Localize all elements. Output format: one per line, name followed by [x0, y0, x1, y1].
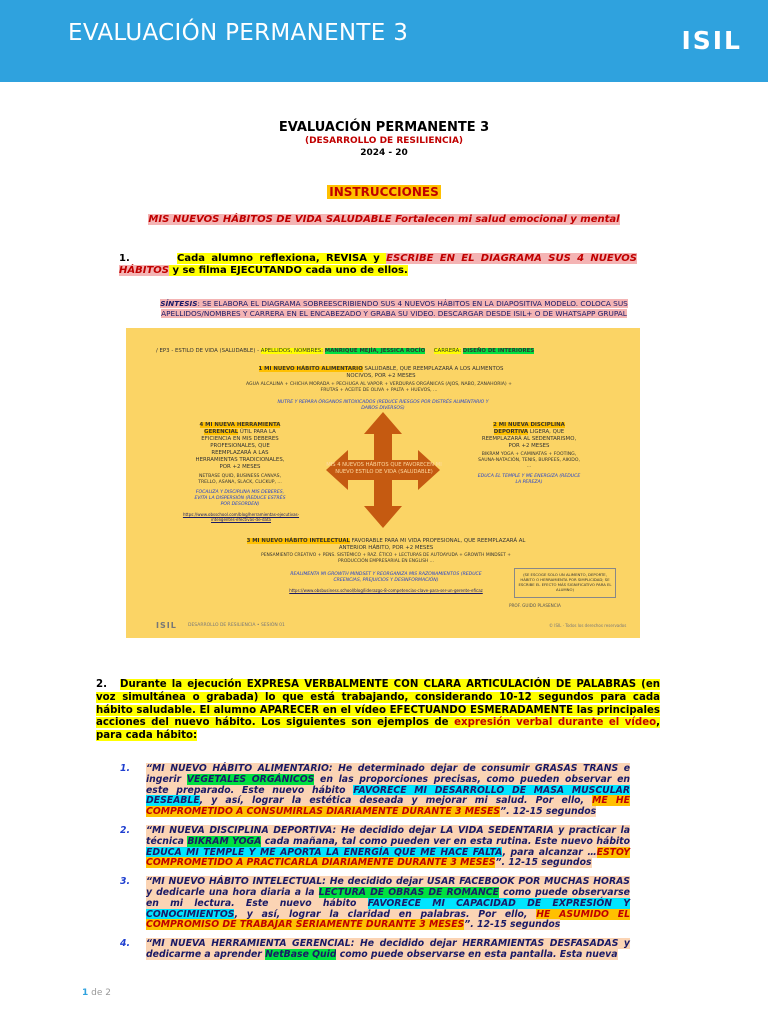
top-bar [0, 0, 768, 82]
list-item-number: 3. [120, 876, 131, 888]
habit-4-title: 4 MI NUEVA HERRAMIENTA GERENCIAL [199, 422, 281, 435]
list-item: 2. “MI NUEVA DISCIPLINA DEPORTIVA: He decidido dejar LA VIDA SEDENTARIA y practicar la técnica BIKRAM YOGA cada mañana, tal como pueden ver en esta rutina. Este nuevo hábito EDUCA MI TEMPLE Y ME APORTA LA ENERGÍA QUE ME HACE FALTA, para alcanzar …ESTOY COMPROMETIDO A PRACTICARLA DIARIAMENTE DURANTE 3 MESES”. 12-15 segundos [120, 824, 630, 869]
sintesis-label: SÍNTESIS [160, 299, 198, 308]
habit-3-block [246, 538, 526, 552]
habit-2-title: 2 MI NUEVA DISCIPLINA DEPORTIVA [493, 422, 565, 435]
document-page [0, 82, 768, 1024]
page-sep: de [88, 988, 106, 998]
page-subtitle: (DESARROLLO DE RESILIENCIA) [304, 136, 464, 146]
slide-professor: PROF. GUIDO PLASENCIA [509, 603, 561, 608]
sintesis-note [138, 299, 650, 319]
habit-2-text: LIGERA, QUE REEMPLAZARÁ AL SEDENTARISMO, POR +2 MESES [481, 429, 577, 449]
habit-1-detail: AGUA ALCALINA + CHICHA MORADA + PECHUGA AL VAPOR + VERDURAS ORGÁNICAS (AJOS, NABO, ZANAHORIA) + FRUTAS + ACEITE DE OLIVA + PALTA + HUEVOS, ... [246, 382, 512, 393]
instruction-2-highlight: expresión verbal durante el vídeo [454, 717, 657, 729]
slide-carrera-value: DISEÑO DE INTERIORES [462, 348, 535, 354]
isil-logo[interactable]: ISIL [681, 26, 742, 55]
slide-footer-text: DESARROLLO DE RESILIENCIA • SESIÓN 01 [188, 623, 285, 628]
slide-header [156, 348, 596, 355]
diagram-center-label: MIS 4 NUEVOS HÁBITOS QUE FAVORECEN MI NUEVO ESTILO DE VIDA (SALUDABLE) [326, 462, 442, 475]
instruction-text-a: Cada alumno reflexiona, REVISA y [177, 253, 387, 264]
page-title: EVALUACIÓN PERMANENTE 3 [278, 120, 490, 135]
habit-2-block [476, 422, 582, 450]
instruction-2-text-c: , para cada hábito: [96, 717, 660, 742]
habit-2-detail: BIKRAM YOGA + CAMINATAS + FOOTING, SAUNA-NATACIÓN, TENIS, BURPEES, AIKIDO, ... [478, 452, 580, 469]
slide-note-box [514, 568, 616, 598]
instruction-text-c: y se filma EJECUTANDO cada uno de ellos. [168, 265, 408, 276]
habits-heading [0, 209, 768, 227]
slide-header-label: / EP3 - ESTILO DE VIDA (SALUDABLE) - [156, 348, 260, 354]
habits-diagram-slide [126, 328, 640, 638]
list-item-number: 2. [120, 824, 131, 836]
habit-4-link[interactable]: https://www.obsschool.com/blog/herramientas-ejecutivas-inteligentes-efectivas-de-data [182, 512, 300, 522]
habit-2-benefit: EDUCA EL TEMPLE Y ME ENERGIZA (REDUCE LA PEREZA) [477, 474, 581, 485]
habit-4-block [192, 422, 288, 471]
instruction-highlight: ESCRIBE EN EL DIAGRAMA SUS 4 NUEVOS HÁBITOS [119, 253, 637, 276]
instruction-number: 1. [119, 253, 130, 264]
habit-1-title: 1 MI NUEVO HÁBITO ALIMENTARIO [258, 366, 363, 372]
sintesis-text: : SE ELABORA EL DIAGRAMA SOBREESCRIBIENDO SUS 4 NUEVOS HÁBITOS EN LA DIAPOSITIVA MODELO. COLOCA SUS APELLIDOS/NOMBRES Y CARRERA EN EL ENCABEZADO Y GRABA SU VIDEO. DESCARGAR DESDE ISIL+ O DE WHATSAPP GRUPAL [161, 299, 628, 318]
instruction-1 [119, 253, 637, 277]
page-year: 2024 - 20 [360, 148, 408, 158]
total-pages: 2 [105, 988, 111, 998]
slide-footer-logo: ISIL [156, 621, 177, 630]
habit-3-text: FAVORABLE PARA MI VIDA PROFESIONAL, QUE REEMPLAZARÁ AL ANTERIOR HÁBITO, POR +2 MESES [338, 538, 526, 551]
list-item: 3. “MI NUEVO HÁBITO INTELECTUAL: He decidido dejar USAR FACEBOOK POR MUCHAS HORAS y dedicarle una hora diaria a la LECTURA DE OBRAS DE ROMANCE como puede observarse en mi lectura. Este nuevo hábito FAVORECE MI CAPACIDAD DE EXPRESIÓN Y CONOCIMIENTOS, y así, lograr la claridad en palabras. Por ello, HE ASUMIDO EL COMPROMISO DE TRABAJAR SERIAMENTE DURANTE 3 MESES”. 12-15 segundos [120, 876, 631, 931]
slide-student-name: MANRIQUE MEJÍA, JESSICA ROCÍO [324, 348, 426, 354]
habit-3-benefit: REALIMENTA MI GROWTH MINDSET Y REORGANIZA MIS RAZONAMIENTOS (REDUCE CREENCIAS, PREJUICIOS Y DESINFORMACIÓN) [290, 572, 482, 583]
instruction-2-number: 2. [96, 679, 107, 690]
instructions-heading [0, 183, 768, 201]
habit-3-link[interactable]: https://www.obsbusiness.school/blog/liderazgo-8-competencias-clave-para-ser-un-gerente-eficaz [289, 588, 483, 593]
document-title: EVALUACIÓN PERMANENTE 3 [68, 20, 409, 46]
examples-list [120, 764, 630, 969]
habit-4-benefit: FOCALIZA Y DISCIPLINA MIS DEBERES, EVITA LA DISPERSIÓN (REDUCE ESTRÉS POR DESORDEN) [194, 490, 286, 507]
instruction-2 [96, 679, 660, 743]
list-item: 4. “MI NUEVA HERRAMIENTA GERENCIAL: He decidido dejar HERRAMIENTAS DESFASADAS y dedicarme a aprender NetBase Quid como puede observarse en esta pantalla. Esta nueva [120, 938, 630, 960]
slide-carrera-label: CARRERA: [433, 348, 462, 354]
habit-1-block [256, 366, 506, 380]
habit-1-text: SALUDABLE, QUE REEMPLAZARÁ A LOS ALIMENTOS NOCIVOS, POR +2 MESES [346, 366, 504, 379]
list-item-number: 4. [120, 938, 131, 950]
habit-4-text: ÚTIL PARA LA EFICIENCIA EN MIS DEBERES PROFESIONALES, QUE REEMPLAZARÁ A LAS HERRAMIENTAS TRADICIONALES, POR +2 MESES [195, 429, 285, 470]
instructions-label: INSTRUCCIONES [329, 185, 439, 199]
slide-note-text: (SE ESCOGE SOLO UN ALIMENTO, DEPORTE, HÁBITO O HERRAMIENTA POR SIMPLICIDAD; SE ESCRIBE EL EFECTO MÁS SIGNIFICATIVO PARA EL ALUMNO) [518, 572, 612, 592]
instruction-2-text-a: Durante la ejecución EXPRESA VERBALMENTE CON CLARA ARTICULACIÓN DE PALABRAS (en voz simultánea o grabada) lo que está trabajando, considerando 10-12 segundos para cada hábito saludable. El alumno APARECER en el vídeo EFECTUANDO ESMERADAMENTE las principales acciones del nuevo hábito. Los siguientes son ejemplos de [96, 679, 660, 729]
list-item: 1. “MI NUEVO HÁBITO ALIMENTARIO: He determinado dejar de consumir GRASAS TRANS e ingerir VEGETALES ORGÁNICOS en las proporciones precisas, como pueden observar en este preparado. Este nuevo hábito FAVORECE MI DESARROLLO DE MASA MUSCULAR DESEABLE, y así, lograr la estética deseada y mejorar mi salud. Por ello, ME HE COMPROMETIDO A CONSUMIRLAS DIARIAMENTE DURANTE 3 MESES”. 12-15 segundos [120, 763, 630, 818]
current-page: 1 [82, 988, 89, 998]
slide-footer-copyright: © ISIL · Todos los derechos reservados [549, 623, 627, 628]
habits-title: MIS NUEVOS HÁBITOS DE VIDA SALUDABLE Fortalecen mi salud emocional y mental [148, 214, 620, 225]
page-indicator [82, 988, 111, 998]
habit-3-detail: PENSAMIENTO CREATIVO + PENS. SISTÉMICO + RAZ. ÉTICO + LECTURAS DE AUTOAYUDA + GROWTH MINDSET + PRODUCCIÓN EMPRESARIAL EN ENGLISH ... [261, 553, 511, 564]
habit-1-benefit: NUTRE Y REPARA ÓRGANOS INTOXICADOS (REDUCE RIESGOS POR DISTRÉS ALIMENTARIO Y DAÑOS DIVERSOS) [277, 400, 489, 411]
list-item-number: 1. [120, 763, 131, 774]
slide-apellidos-label: APELLIDOS, NOMBRES: [260, 348, 323, 354]
habit-3-title: 3 MI NUEVO HÁBITO INTELECTUAL [246, 538, 350, 544]
habit-4-detail: NETBASE QUID, BUSINESS CANVAS, TRELLO, ASANA, SLACK, CLICKUP, ... [198, 474, 282, 485]
